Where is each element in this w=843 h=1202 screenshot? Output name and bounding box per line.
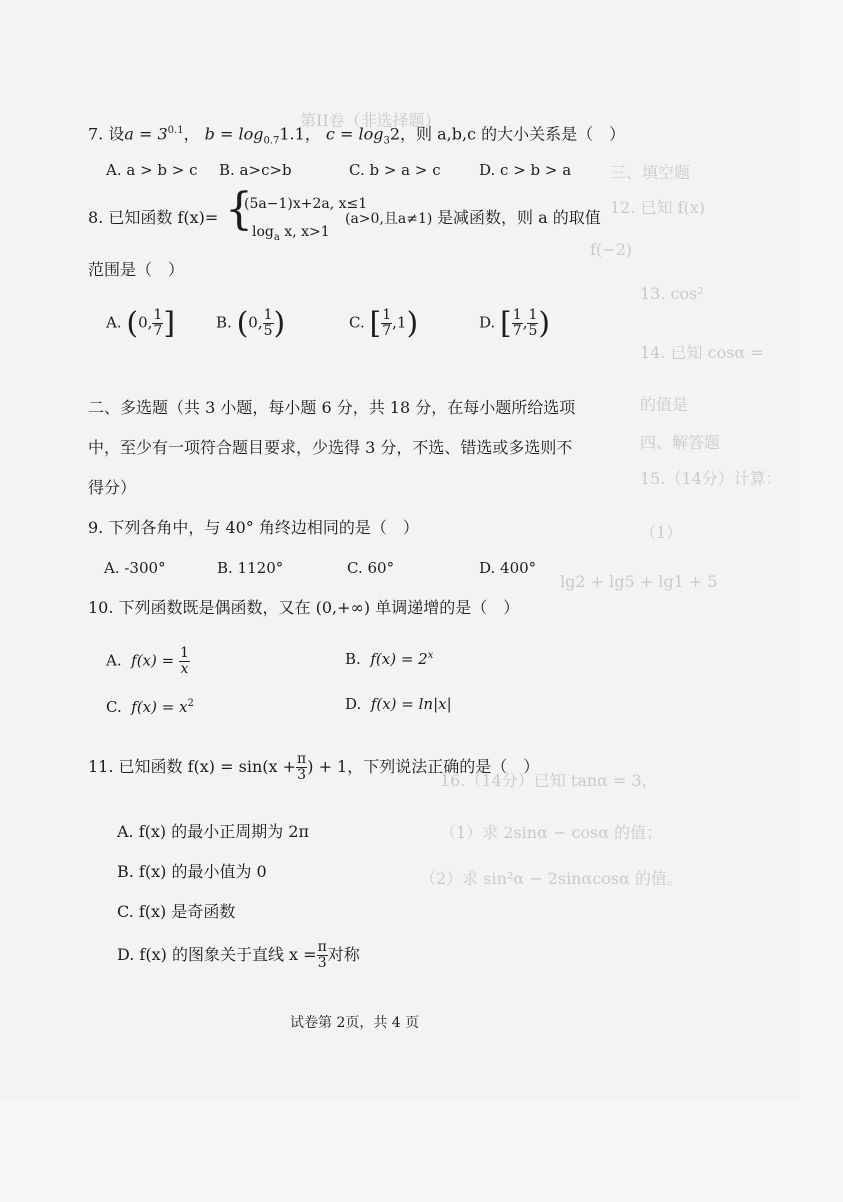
q8-piece2-rest: x, x>1: [279, 224, 330, 240]
q8-option-b: [216, 305, 286, 341]
q10-option-a-label: A.: [106, 651, 122, 670]
q8-line2: 范围是（ ）: [88, 260, 185, 279]
q11-option-d-prefix: D. f(x) 的图象关于直线 x =: [117, 945, 317, 964]
q8-option-c-hi: ,1: [392, 313, 407, 332]
q9-option-c: C. 60°: [347, 559, 395, 577]
q11-stem-suffix: ) + 1，下列说法正确的是（ ）: [307, 757, 540, 776]
q11-option-d-num: π: [317, 939, 327, 955]
q11-option-c: C. f(x) 是奇函数: [117, 902, 236, 921]
page-footer: 试卷第 2页，共 4 页: [290, 1015, 420, 1031]
q8-option-b-den: 5: [263, 323, 273, 339]
q8-brace: {: [225, 184, 253, 235]
q8-option-c: [349, 305, 419, 341]
q8-option-c-open: [: [369, 305, 382, 341]
q7-b-def: b = log: [204, 124, 264, 144]
q10-option-a-den: x: [180, 661, 189, 677]
q11-option-b: B. f(x) 的最小值为 0: [117, 862, 267, 881]
q7-b-arg: 1.1: [279, 124, 305, 144]
q8-option-d-label: D.: [479, 313, 496, 332]
q11-option-d: [117, 940, 360, 971]
q8-option-d-close: ): [538, 305, 551, 341]
q8-option-c-label: C.: [349, 313, 365, 332]
q10-option-a: [106, 646, 190, 677]
q11-frac-den: 3: [297, 767, 307, 783]
q7-c-base: 3: [383, 135, 390, 147]
q10-option-a-num: 1: [180, 645, 189, 661]
q7-c-def: c = log: [325, 124, 384, 144]
q8-option-a-frac: [152, 308, 163, 339]
q7-b-base: 0.7: [263, 135, 280, 147]
q8-option-b-open: (: [236, 305, 249, 341]
q10-option-d-label: D.: [345, 695, 362, 713]
q8-option-d-open: [: [500, 305, 512, 341]
q10-option-c-func: f(x) = x: [131, 698, 188, 716]
q8-option-d: D. [ $\frac{1}{7}$ , $\frac{1}{5}$ ): [479, 305, 551, 341]
q8-option-a-open: (: [126, 305, 139, 341]
q10-option-c-exp: 2: [187, 698, 194, 709]
q10-option-c: [106, 694, 194, 717]
q8-option-b-num: 1: [263, 307, 273, 323]
q11-frac-num: π: [297, 751, 307, 767]
q10-option-b: [345, 646, 433, 669]
q8-condition: (a>0,且a≠1): [345, 211, 433, 227]
q11-option-d-suffix: 对称: [327, 945, 360, 964]
q8-option-c-den: 7: [382, 323, 392, 339]
q11-stem: [88, 752, 539, 783]
q7-option-c: C. b > a > c: [349, 161, 441, 179]
q8-option-c-frac: [381, 308, 392, 339]
q7-prefix: 7. 设: [88, 124, 125, 144]
q8-piece2-log: log: [252, 224, 274, 240]
q10-option-a-func: f(x) =: [131, 651, 175, 670]
section2-line2: 中，至少有一项符合题目要求，少选得 3 分，不选、错选或多选则不: [88, 438, 573, 457]
q8-option-b-frac: [263, 308, 274, 339]
q10-option-b-func: f(x) = 2: [370, 650, 428, 668]
q7-stem: 7. 设$a = 3^{0.1}$， $b = \log_{0.7}1.1$， $c = \log_32$，则 a,b,c 的大小关系是（ ）: [88, 124, 626, 147]
q9-option-d: D. 400°: [479, 559, 537, 577]
q8-option-a-label: A.: [106, 313, 122, 332]
q8-option-d-den1: 7: [512, 323, 522, 339]
q8-option-a-lo: 0,: [138, 313, 153, 332]
q8-option-a-den: 7: [153, 323, 163, 339]
q11-option-a: A. f(x) 的最小正周期为 2π: [117, 822, 310, 841]
section2-line3: 得分）: [88, 478, 137, 497]
q8-piece2: [252, 222, 330, 248]
q7-c-arg: 2: [389, 124, 401, 144]
q8-option-c-num: 1: [382, 307, 392, 323]
q8-option-b-close: ): [273, 305, 286, 341]
q7-option-a: A. a > b > c: [106, 161, 198, 179]
q9-stem: 9. 下列各角中，与 40° 角终边相同的是（ ）: [88, 518, 419, 537]
q10-option-d: [345, 694, 452, 714]
q8-stem-suffix: 是减函数，则 a 的取值: [437, 208, 601, 227]
q8-option-d-num1: 1: [512, 307, 522, 323]
q11-frac: [296, 752, 307, 783]
q7-option-d: D. c > b > a: [479, 161, 572, 179]
q10-option-d-func: f(x) = ln|x|: [370, 695, 452, 713]
q8-option-b-label: B.: [216, 313, 232, 332]
q11-option-d-den: 3: [317, 955, 327, 971]
q7-a-exp: 0.1: [167, 125, 184, 136]
q8-option-c-close: ): [406, 305, 419, 341]
q10-option-b-label: B.: [345, 650, 361, 668]
q8-option-d-num2: 1: [528, 307, 538, 323]
q7-option-b: B. a>c>b: [219, 161, 292, 179]
q8-option-d-frac1: [512, 308, 523, 339]
q8-option-d-frac2: [527, 308, 538, 339]
q9-option-a: A. -300°: [104, 559, 166, 577]
q8-piece1: (5a−1)x+2a, x≤1: [244, 196, 368, 212]
q10-option-c-label: C.: [106, 698, 122, 716]
q8-option-b-lo: 0,: [248, 313, 263, 332]
q10-option-b-exp: x: [427, 650, 434, 661]
q7-a-def: a = 3: [124, 124, 168, 144]
q8-stem-prefix: 8. 已知函数 f(x)=: [88, 208, 219, 227]
section2-line1: 二、多选题（共 3 小题，每小题 6 分，共 18 分，在每小题所给选项: [88, 398, 576, 417]
q10-option-a-frac: [179, 646, 190, 677]
q11-option-d-frac: [317, 940, 328, 971]
q8-option-a-num: 1: [153, 307, 163, 323]
q7-suffix: ，则 a,b,c 的大小关系是（ ）: [400, 124, 626, 144]
q8-option-a: [106, 305, 176, 341]
q11-stem-prefix: 11. 已知函数 f(x) = sin(x +: [88, 757, 297, 776]
q8-piece2-base: a: [273, 231, 280, 243]
q9-option-b: B. 1120°: [217, 559, 284, 577]
q8-option-a-close: ]: [163, 305, 176, 341]
q10-stem: 10. 下列函数既是偶函数，又在 (0,+∞) 单调递增的是（ ）: [88, 598, 520, 617]
q8-option-d-den2: 5: [528, 323, 538, 339]
